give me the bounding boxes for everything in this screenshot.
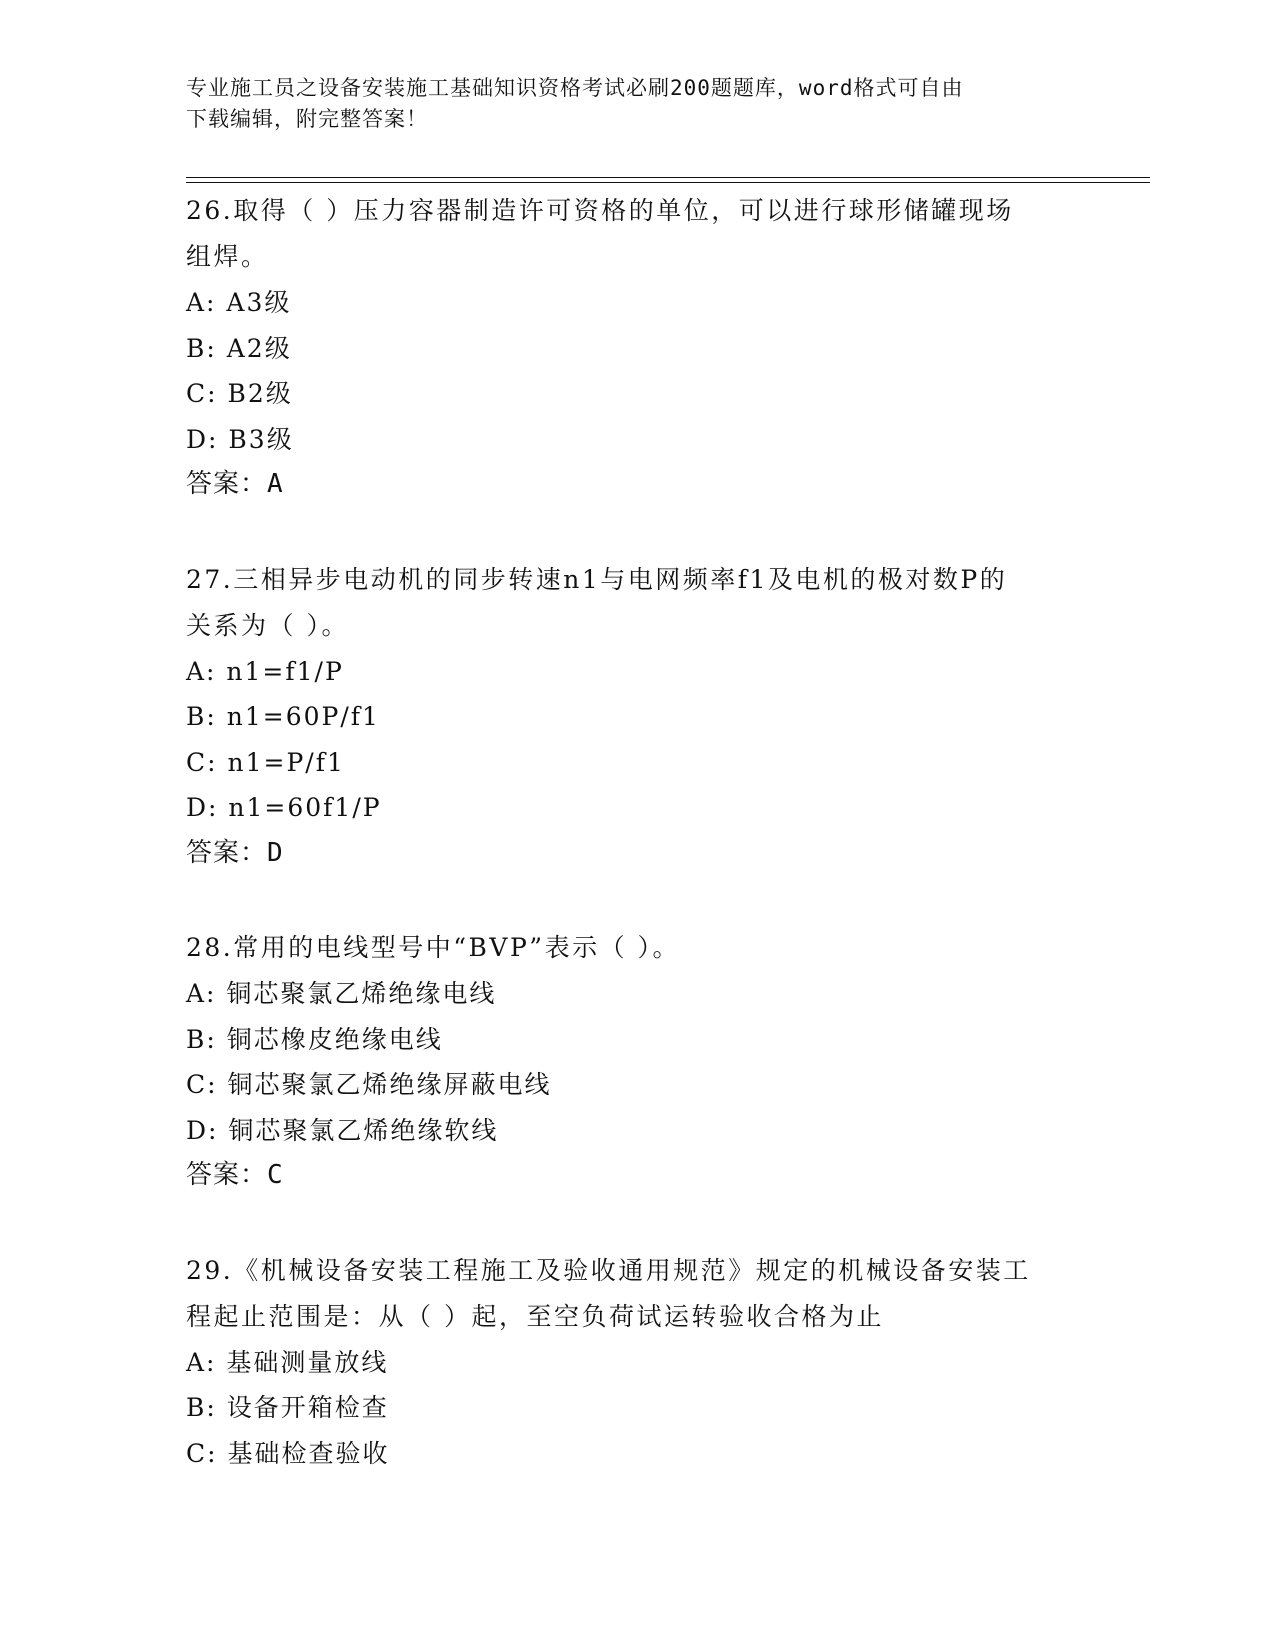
option-a: A: A3级 xyxy=(186,288,292,317)
question-29 xyxy=(186,1248,1086,1477)
question-text-line: 27.三相异步电动机的同步转速n1与电网频率f1及电机的极对数P的 xyxy=(186,564,1008,594)
option-c: C: B2级 xyxy=(186,379,293,408)
question-text-line: 29.《机械设备安装工程施工及验收通用规范》规定的机械设备安装工 xyxy=(186,1255,1031,1285)
answer-line: 答案：D xyxy=(186,837,284,868)
option-d: D: B3级 xyxy=(186,424,294,454)
header-divider-top xyxy=(186,177,1150,178)
question-28 xyxy=(186,925,1086,1199)
question-text-line: 关系为（ ）。 xyxy=(186,610,349,640)
question-text-line: 26.取得（ ）压力容器制造许可资格的单位，可以进行球形储罐现场 xyxy=(186,196,1014,225)
header-divider-bottom xyxy=(186,182,1150,183)
question-26 xyxy=(186,188,1086,508)
question-text-line: 28.常用的电线型号中“BVP”表示（ ）。 xyxy=(186,933,681,962)
answer-line: 答案：C xyxy=(186,1160,284,1190)
question-text-line: 程起止范围是：从（ ）起，至空负荷试运转验收合格为止 xyxy=(186,1301,884,1331)
option-c: C: 铜芯聚氯乙烯绝缘屏蔽电线 xyxy=(186,1070,552,1099)
option-b: B: 铜芯橡皮绝缘电线 xyxy=(186,1024,443,1054)
option-c: C: 基础检查验收 xyxy=(186,1438,390,1468)
question-list xyxy=(186,188,1086,1525)
header-line-2: 下载编辑，附完整答案！ xyxy=(186,107,428,131)
option-b: B: A2级 xyxy=(186,333,292,363)
option-c: C: n1=P/f1 xyxy=(186,747,345,777)
option-d: D: 铜芯聚氯乙烯绝缘软线 xyxy=(186,1115,499,1145)
question-27 xyxy=(186,557,1086,877)
option-b: B: 设备开箱检查 xyxy=(186,1393,389,1422)
question-text-line: 组焊。 xyxy=(186,242,269,271)
option-a: A: n1=f1/P xyxy=(186,656,344,686)
answer-line: 答案：A xyxy=(186,469,284,499)
option-b: B: n1=60P/f1 xyxy=(186,702,380,731)
header-line-1: 专业施工员之设备安装施工基础知识资格考试必刷200题题库，word格式可自由 xyxy=(186,76,964,100)
option-d: D: n1=60f1/P xyxy=(186,793,382,822)
document-header xyxy=(186,73,1086,135)
option-a: A: 基础测量放线 xyxy=(186,1347,389,1377)
option-a: A: 铜芯聚氯乙烯绝缘电线 xyxy=(186,979,497,1008)
